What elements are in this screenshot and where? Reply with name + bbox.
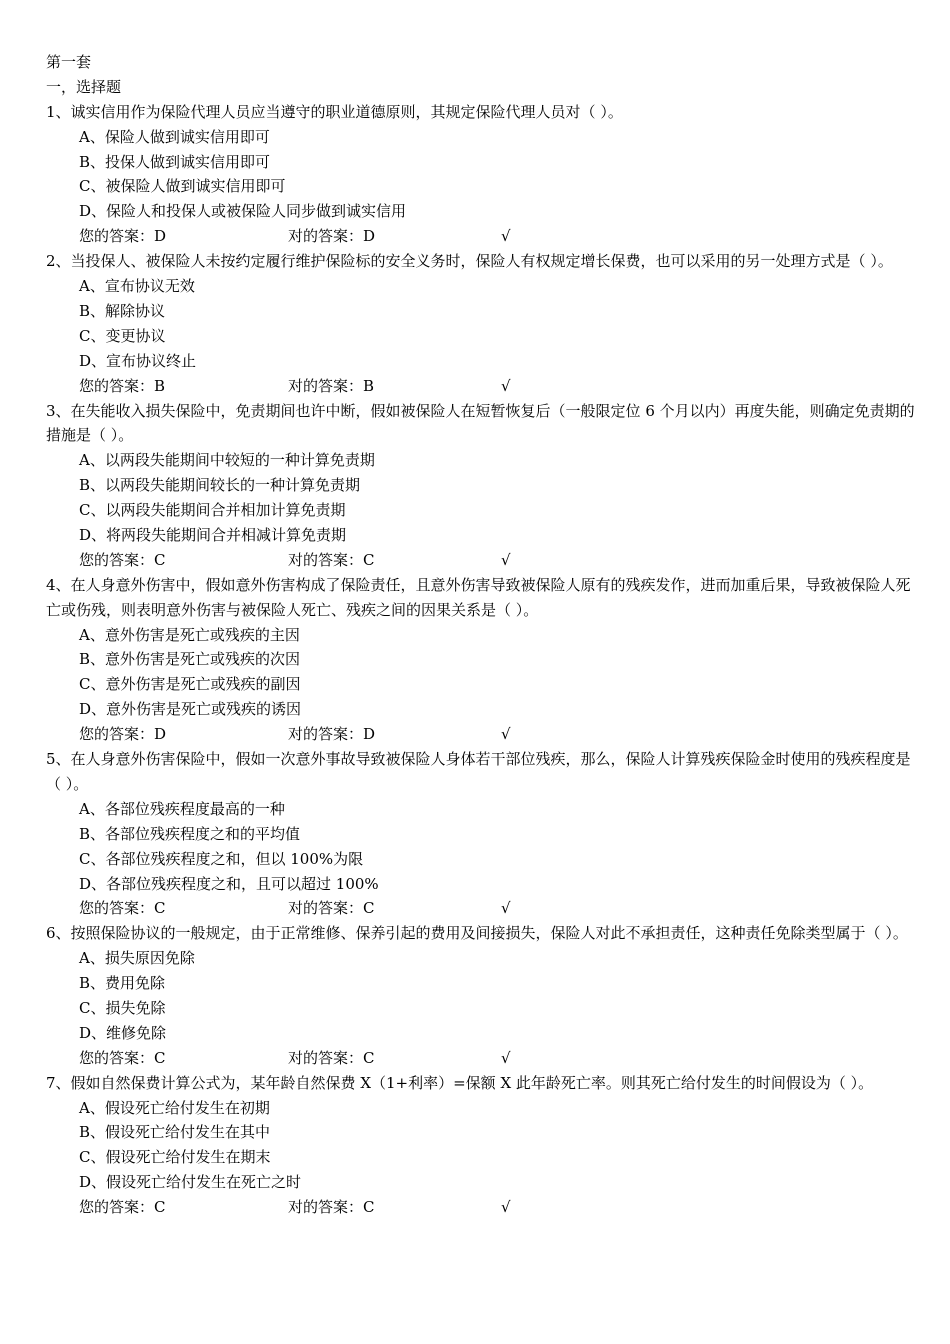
option-D: D、维修免除 xyxy=(79,1023,167,1042)
option-C: C、损失免除 xyxy=(79,998,166,1017)
your-answer-value: C xyxy=(154,899,166,918)
check-mark-icon: √ xyxy=(501,1048,511,1067)
set-title: 第一套 xyxy=(46,53,92,71)
your-answer-label: 您的答案： xyxy=(79,550,155,569)
correct-answer-value: B xyxy=(363,376,375,395)
your-answer-label: 您的答案： xyxy=(79,376,155,395)
option-B: B、解除协议 xyxy=(79,301,166,320)
your-answer-value: D xyxy=(154,227,167,246)
your-answer-label: 您的答案： xyxy=(79,1198,155,1217)
answer-row xyxy=(46,224,916,249)
question-7 xyxy=(46,1071,916,1220)
your-answer-value: C xyxy=(154,1198,166,1217)
question-list xyxy=(46,100,916,1220)
question-text: 5、在人身意外伤害保险中，假如一次意外事故导致被保险人身体若干部位残疾，那么，保险人计算残疾保险金时使用的残疾程度是（ ）。 xyxy=(46,750,911,793)
option-A: A、损失原因免除 xyxy=(79,949,195,968)
correct-answer-label: 对的答案： xyxy=(288,899,364,918)
option-B: B、以两段失能期间较长的一种计算免责期 xyxy=(79,476,361,495)
question-text: 7、假如自然保费计算公式为，某年龄自然保费 X（1+利率）=保额 X 此年龄死亡率。则其死亡给付发生的时间假设为（ ）。 xyxy=(46,1073,874,1092)
correct-answer-value: D xyxy=(363,725,376,744)
your-answer-label: 您的答案： xyxy=(79,1048,155,1067)
correct-answer-label: 对的答案： xyxy=(288,376,364,395)
option-A: A、保险人做到诚实信用即可 xyxy=(79,127,270,146)
option-C: C、变更协议 xyxy=(79,326,166,345)
option-C: C、意外伤害是死亡或残疾的副因 xyxy=(79,675,301,694)
option-D: D、各部位残疾程度之和，且可以超过 100% xyxy=(79,874,379,893)
correct-answer-value: C xyxy=(363,550,375,569)
option-C: C、假设死亡给付发生在期末 xyxy=(79,1148,271,1167)
answer-row xyxy=(46,896,916,921)
option-B: B、意外伤害是死亡或残疾的次因 xyxy=(79,650,301,669)
correct-answer-value: D xyxy=(363,227,376,246)
your-answer-value: D xyxy=(154,725,167,744)
question-text: 3、在失能收入损失保险中，免责期间也许中断，假如被保险人在短暂恢复后（一般限定位 6 个月以内）再度失能，则确定免责期的措施是（ ）。 xyxy=(46,401,915,445)
option-B: B、费用免除 xyxy=(79,974,166,993)
correct-answer-label: 对的答案： xyxy=(288,725,364,744)
correct-answer-value: C xyxy=(363,1198,375,1217)
your-answer-value: C xyxy=(154,1048,166,1067)
option-A: A、假设死亡给付发生在初期 xyxy=(79,1098,270,1117)
document-page xyxy=(46,50,916,1220)
check-mark-icon: √ xyxy=(501,899,511,918)
question-text: 4、在人身意外伤害中，假如意外伤害构成了保险责任，且意外伤害导致被保险人原有的残疾发作，进而加重后果，导致被保险人死亡或伤残，则表明意外伤害与被保险人死亡、残疾之间的因果关系是（ ）。 xyxy=(46,575,911,619)
check-mark-icon: √ xyxy=(501,1198,511,1217)
question-6 xyxy=(46,921,916,1070)
option-D: D、假设死亡给付发生在死亡之时 xyxy=(79,1173,302,1192)
answer-row xyxy=(46,722,916,747)
option-B: B、投保人做到诚实信用即可 xyxy=(79,152,271,171)
section-title: 一，选择题 xyxy=(46,77,122,96)
correct-answer-value: C xyxy=(363,899,375,918)
correct-answer-label: 对的答案： xyxy=(288,227,364,246)
question-text: 1、诚实信用作为保险代理人员应当遵守的职业道德原则，其规定保险代理人员对（ ）。 xyxy=(46,102,623,121)
check-mark-icon: √ xyxy=(501,376,511,395)
your-answer-label: 您的答案： xyxy=(79,227,155,246)
correct-answer-value: C xyxy=(363,1048,375,1067)
option-B: B、各部位残疾程度之和的平均值 xyxy=(79,824,301,843)
option-A: A、意外伤害是死亡或残疾的主因 xyxy=(79,625,300,644)
option-C: C、以两段失能期间合并相加计算免责期 xyxy=(79,501,346,520)
question-text: 6、按照保险协议的一般规定，由于正常维修、保养引起的费用及间接损失，保险人对此不承担责任，这种责任免除类型属于（ ）。 xyxy=(46,924,908,943)
option-C: C、各部位残疾程度之和，但以 100%为限 xyxy=(79,849,364,868)
answer-row xyxy=(46,1046,916,1071)
correct-answer-label: 对的答案： xyxy=(288,1048,364,1067)
your-answer-label: 您的答案： xyxy=(79,899,155,918)
answer-row xyxy=(46,1195,916,1220)
option-B: B、假设死亡给付发生在其中 xyxy=(79,1123,271,1142)
option-C: C、被保险人做到诚实信用即可 xyxy=(79,177,286,196)
option-A: A、以两段失能期间中较短的一种计算免责期 xyxy=(79,451,375,470)
option-D: D、意外伤害是死亡或残疾的诱因 xyxy=(79,700,302,719)
option-A: A、各部位残疾程度最高的一种 xyxy=(79,799,285,818)
your-answer-value: B xyxy=(154,376,166,395)
check-mark-icon: √ xyxy=(501,725,511,744)
correct-answer-label: 对的答案： xyxy=(288,550,364,569)
answer-row xyxy=(46,374,916,399)
answer-row xyxy=(46,548,916,573)
check-mark-icon: √ xyxy=(501,550,511,569)
correct-answer-label: 对的答案： xyxy=(288,1198,364,1217)
option-A: A、宣布协议无效 xyxy=(79,277,195,296)
question-text: 2、当投保人、被保险人未按约定履行维护保险标的安全义务时，保险人有权规定增长保费，也可以采用的另一处理方式是（ ）。 xyxy=(46,252,893,271)
your-answer-label: 您的答案： xyxy=(79,725,155,744)
option-D: D、宣布协议终止 xyxy=(79,351,197,370)
question-3 xyxy=(46,399,916,573)
check-mark-icon: √ xyxy=(501,227,511,246)
your-answer-value: C xyxy=(154,550,166,569)
option-D: D、将两段失能期间合并相减计算免责期 xyxy=(79,525,347,544)
question-1 xyxy=(46,100,916,249)
question-5 xyxy=(46,747,916,921)
question-2 xyxy=(46,249,916,398)
option-D: D、保险人和投保人或被保险人同步做到诚实信用 xyxy=(79,202,407,221)
question-4 xyxy=(46,573,916,747)
